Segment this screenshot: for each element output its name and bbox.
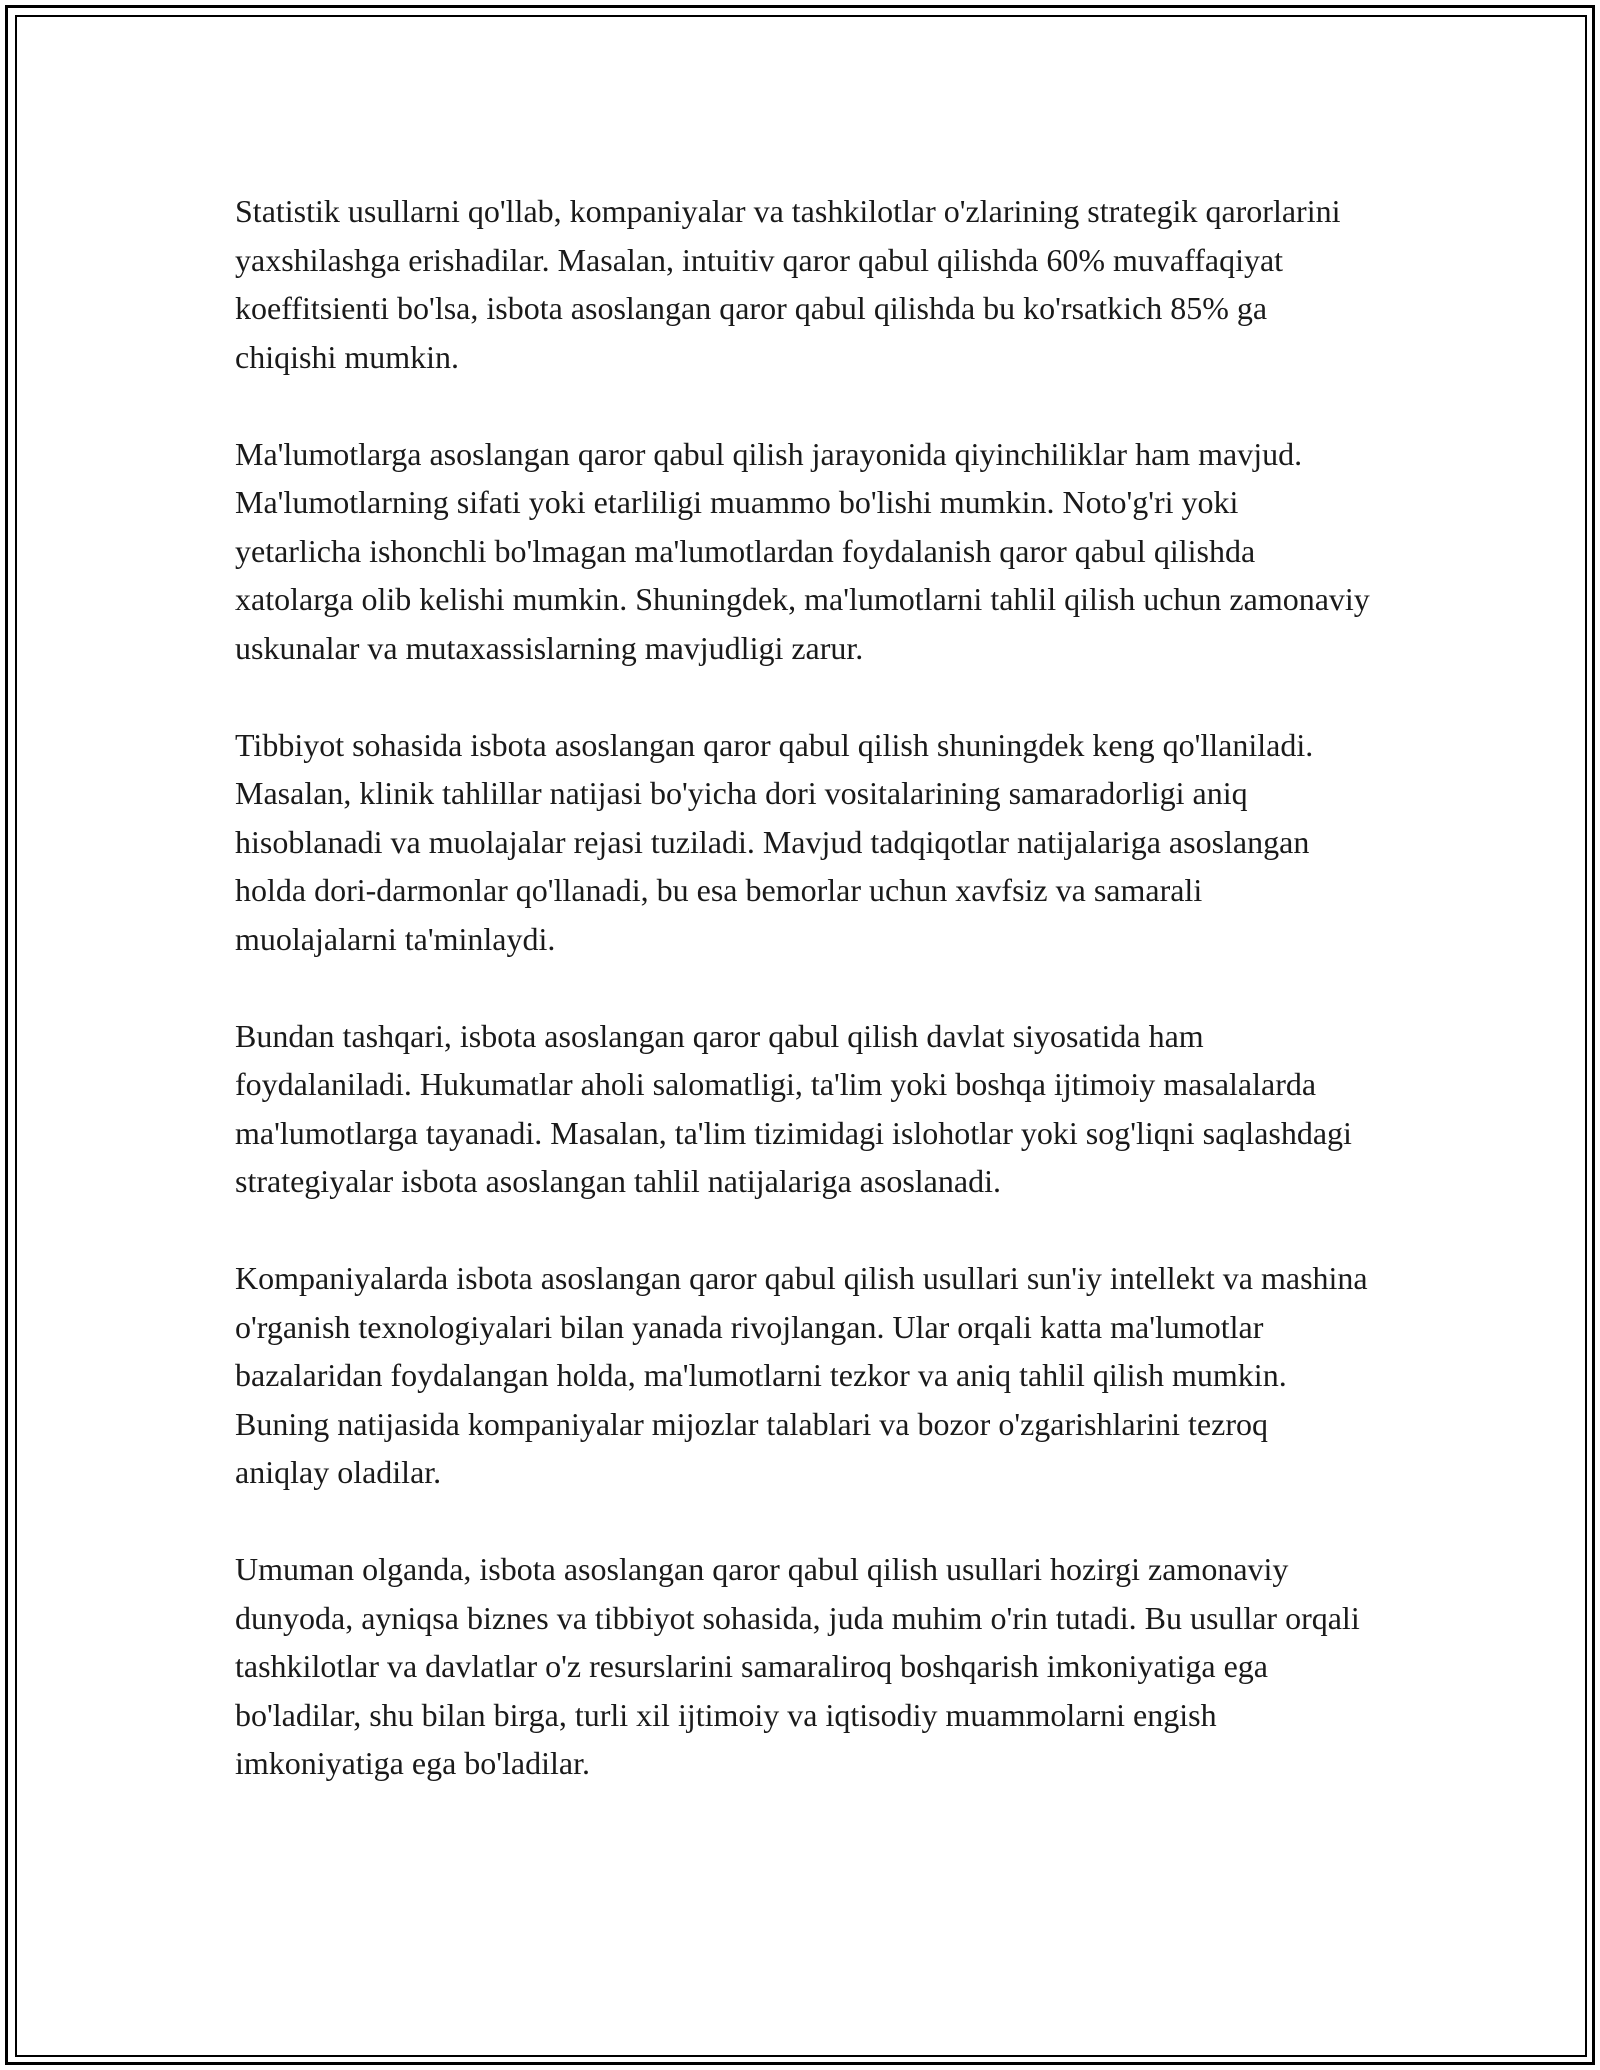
- paragraph: Bundan tashqari, isbota asoslangan qaror qabul qilish davlat siyosatida ham foydalaniladi. Hukumatlar aholi salomatligi, ta'lim yoki boshqa ijtimoiy masalalarda ma'lumotlarga tayanadi. Masalan, ta'lim tizimidagi islohotlar yoki sog'liqni saqlashdagi strategiyalar isbota asoslangan tahlil natijalariga asoslanadi.: [235, 1017, 1352, 1199]
- paragraph: Statistik usullarni qo'llab, kompaniyalar va tashkilotlar o'zlarining strategik qarorlarini yaxshilashga erishadilar. Masalan, intuitiv qaror qabul qilishda 60% muvaffaqiyat koeffitsienti bo'lsa, isbota asoslangan qaror qabul qilishda bu ko'rsatkich 85% ga chiqishi mumkin.: [235, 193, 1341, 375]
- paragraph: Ma'lumotlarga asoslangan qaror qabul qilish jarayonida qiyinchiliklar ham mavjud. Ma'lumotlarning sifati yoki etarliligi muammo bo'lishi mumkin. Noto'g'ri yoki yetarlicha ishonchli bo'lmagan ma'lumotlardan foydalanish qaror qabul qilishda xatolarga olib kelishi mumkin. Shuningdek, ma'lumotlarni tahlil qilish uchun zamonaviy uskunalar va mutaxassislarning mavjudligi zarur.: [235, 435, 1370, 666]
- paragraph: Kompaniyalarda isbota asoslangan qaror qabul qilish usullari sun'iy intellekt va mashina o'rganish texnologiyalari bilan yanada rivojlangan. Ular orqali katta ma'lumotlar bazalaridan foydalangan holda, ma'lumotlarni tezkor va aniq tahlil qilish mumkin. Buning natijasida kompaniyalar mijozlar talablari va bozor o'zgarishlarini tezroq aniqlay oladilar.: [235, 1260, 1368, 1490]
- document-body: [235, 187, 1370, 1788]
- paragraph: Umuman olganda, isbota asoslangan qaror qabul qilish usullari hozirgi zamonaviy dunyoda, ayniqsa biznes va tibbiyot sohasida, juda muhim o'rin tutadi. Bu usullar orqali tashkilotlar va davlatlar o'z resurslarini samaraliroq boshqarish imkoniyatiga ega bo'ladilar, shu bilan birga, turli xil ijtimoiy va iqtisodiy muammolarni engish imkoniyatiga ega bo'ladilar.: [235, 1551, 1360, 1781]
- paragraph: Tibbiyot sohasida isbota asoslangan qaror qabul qilish shuningdek keng qo'llaniladi. Masalan, klinik tahlillar natijasi bo'yicha dori vositalarining samaradorligi aniq hisoblanadi va muolajalar rejasi tuziladi. Mavjud tadqiqotlar natijalariga asoslangan holda dori-darmonlar qo'llanadi, bu esa bemorlar uchun xavfsiz va samarali muolajalarni ta'minlaydi.: [235, 726, 1314, 957]
